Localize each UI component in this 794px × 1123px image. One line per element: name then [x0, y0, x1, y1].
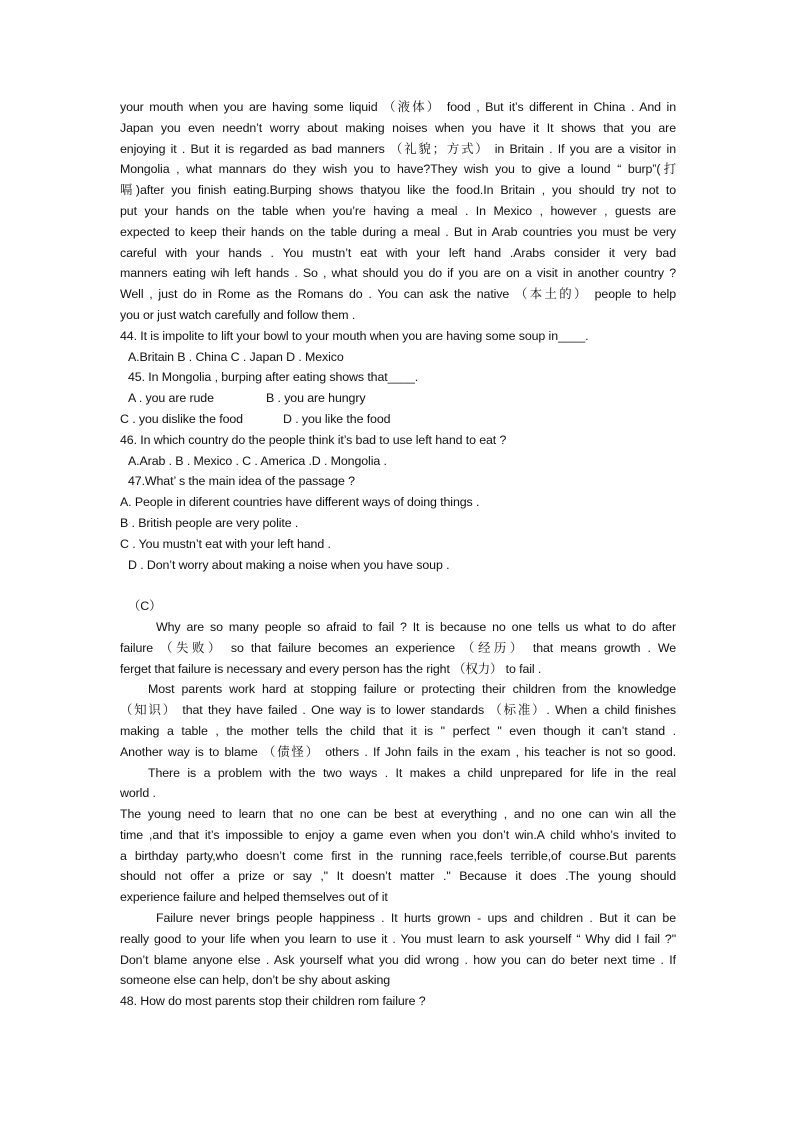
passage-line: world . [120, 786, 156, 801]
passage-line: making a table , the mother tells the child that it is " perfect " even though it can’t stand . [120, 723, 676, 738]
question-stem: 48. How do most parents stop their children rom failure ? [120, 994, 426, 1009]
passage-line: Why are so many people so afraid to fail ? It is because no one tells us what to do after [156, 619, 676, 634]
passage-line: enjoying it . But it is regarded as bad manners （礼貌；方式） in Britain . If you are a visitor in [120, 141, 676, 156]
option-a: A . you are rude [128, 391, 214, 406]
option-d: D . Don’t worry about making a noise when you have soup . [128, 557, 450, 572]
option-c: C . you dislike the food [120, 411, 243, 426]
spacer [120, 575, 676, 596]
passage-line: you or just watch carefully and follow them . [120, 307, 356, 322]
passage-b [120, 97, 676, 326]
question-48 [120, 991, 676, 1012]
passage-line: Don’t blame anyone else . Ask yourself what you did wrong . how you can do beter next time . If [120, 952, 676, 967]
passage-line: （知识） that they have failed . One way is to lower standards （标准）. When a child finishes [120, 703, 676, 718]
passage-line: Failure never brings people happiness . It hurts grown - ups and children . But it can be [156, 911, 676, 926]
document-content [120, 97, 676, 1012]
option-d: D . you like the food [283, 411, 391, 426]
question-45 [120, 367, 676, 429]
passage-line: careful with your hands . You mustn’t eat with your left hand .Arabs consider it very bad [120, 245, 676, 260]
passage-line: failure （失败） so that failure becomes an experience （经历） that means growth . We [120, 640, 676, 655]
passage-line: really good to your life when you learn to use it . You must learn to ask yourself “ Why did I fail ?" [120, 931, 676, 946]
question-options-row [120, 388, 676, 409]
passage-line: experience failure and helped themselves out of it [120, 890, 388, 905]
question-44 [120, 326, 676, 368]
question-options-row [120, 409, 676, 430]
passage-line: 嗝)after you finish eating.Burping shows thatyou like the food.In Britain , you should try not to [120, 183, 676, 198]
passage-line: a birthday party,who doesn’t come first in the running race,feels terrible,of course.But parents [120, 848, 676, 863]
option-a: A. People in diferent countries have different ways of doing things . [120, 495, 480, 510]
question-stem: 46. In which country do the people think it’s bad to use left hand to eat ? [120, 432, 507, 447]
passage-line: should not offer a prize or say ," It doesn’t matter ." Because it does .The young should [120, 869, 676, 884]
passage-line: put your hands on the table when you’re having a meal . In Mexico , however , guests are [120, 203, 676, 218]
passage-c [120, 596, 676, 991]
passage-line: Mongolia , what mannars do they wish you to have?They wish you to give a lound “ burp”(打 [120, 162, 676, 177]
passage-line: expected to keep their hands on the table during a meal . But in Arab countries you must be very [120, 224, 676, 239]
passage-line: Japan you even needn’t worry about making noises when you have it It shows that you are [120, 120, 676, 135]
passage-line: Well , just do in Rome as the Romans do . You can ask the native （本土的） people to help [120, 287, 676, 302]
passage-line: your mouth when you are having some liquid （液体） food , But it’s different in China . And in [120, 100, 676, 114]
passage-line: time ,and that it’s impossible to enjoy a game even when you don’t win.A child whho’s invited to [120, 827, 676, 842]
question-options: A.Britain B . China C . Japan D . Mexico [128, 349, 344, 364]
option-b: B . British people are very polite . [120, 515, 299, 530]
section-label: （C） [128, 599, 162, 614]
question-47 [120, 471, 676, 575]
option-b: B . you are hungry [266, 391, 366, 406]
passage-line: Most parents work hard at stopping failure or protecting their children from the knowledge [148, 682, 676, 697]
passage-line: someone else can help, don’t be shy about asking [120, 973, 391, 988]
passage-line: Another way is to blame （债怪） others . If John fails in the exam , his teacher is not so good. [120, 744, 676, 759]
question-46 [120, 430, 676, 472]
passage-line: manners eating wih left hands . So , what should you do if you are on a visit in another country ? [120, 266, 676, 281]
question-stem: 47.What’ s the main idea of the passage ? [128, 474, 355, 489]
passage-line: There is a problem with the two ways . It makes a child unprepared for life in the real [148, 765, 676, 780]
passage-line: The young need to learn that no one can be best at everything , and no one can win all the [120, 807, 676, 822]
option-c: C . You mustn’t eat with your left hand . [120, 536, 331, 551]
passage-line: ferget that failure is necessary and every person has the right （权力） to fail . [120, 661, 542, 676]
question-options: A.Arab . B . Mexico . C . America .D . Mongolia . [128, 453, 387, 468]
question-stem: 45. In Mongolia , burping after eating shows that____. [128, 370, 419, 385]
question-stem: 44. It is impolite to lift your bowl to your mouth when you are having some soup in____. [120, 328, 589, 343]
